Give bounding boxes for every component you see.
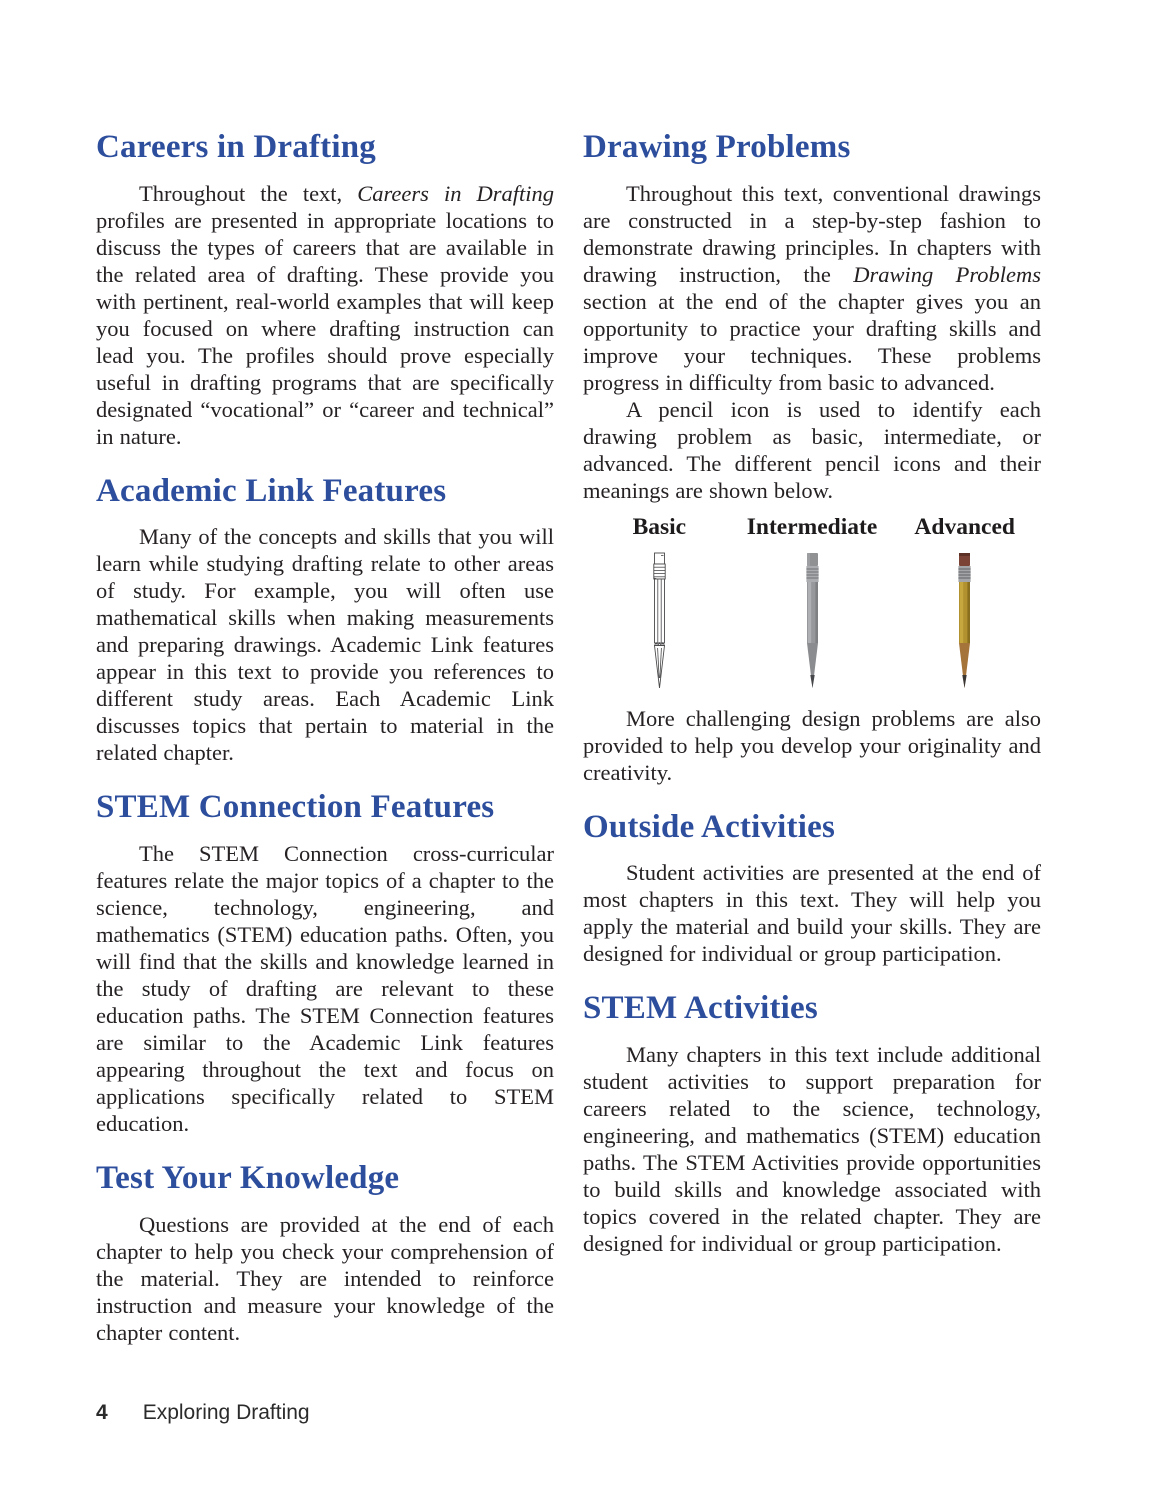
right-column xyxy=(583,130,1041,1257)
test-your-knowledge-paragraph: Questions are provided at the end of each chapter to help you check your comprehension of the material. They are intended to reinforce instruction and measure your knowledge of the chapter content. xyxy=(96,1211,554,1345)
pencil-level-label: Intermediate xyxy=(746,513,878,540)
drawing-problems-paragraph-2: A pencil icon is used to identify each drawing problem as basic, intermediate, or advanced. The different pencil icons and their meanings are shown below. xyxy=(583,396,1041,503)
section-heading-careers-in-drafting: Careers in Drafting xyxy=(96,129,376,165)
section-heading-stem-connection-features: STEM Connection Features xyxy=(96,789,495,826)
text-run: Throughout the text, xyxy=(139,180,358,206)
intermediate-pencil-icon xyxy=(802,551,823,691)
text-run: Throughout this text, conventional drawings are constructed in a step-by-step fashion to demonstrate drawing principles. In chapters with drawing instruction, the xyxy=(583,180,1041,287)
page-number: 4 xyxy=(96,1401,108,1424)
page-footer xyxy=(96,1401,310,1425)
pencil-level-basic xyxy=(583,514,736,691)
advanced-pencil-icon xyxy=(954,551,975,691)
pencil-level-label: Basic xyxy=(632,513,687,540)
left-column xyxy=(96,130,554,1346)
careers-paragraph xyxy=(96,180,554,450)
stem-connection-paragraph: The STEM Connection cross-curricular features relate the major topics of a chapter to the science, technology, engineering, and mathematics (STEM) education paths. Often, you will find that the skills and knowledge learned in the study of drafting are relevant to these education paths. The STEM Connection features are similar to the Academic Link features appearing throughout the text and focus on applications specifically related to STEM education. xyxy=(96,840,554,1136)
drawing-problems-paragraph-3: More challenging design problems are also provided to help you develop your originality and creativity. xyxy=(583,705,1041,785)
outside-activities-paragraph: Student activities are presented at the end of most chapters in this text. They will help you apply the material and build your skills. They are designed for individual or group participation. xyxy=(583,860,1041,967)
pencil-level-label: Advanced xyxy=(914,513,1015,540)
text-run: profiles are presented in appropriate locations to discuss the types of careers that are available in the related area of drafting. These provide you with pertinent, real-world examples that will keep you focused on where drafting instruction can lead you. The profiles should prove especially useful in drafting programs that are specifically designated “vocational” or “career and technical” in nature. xyxy=(96,207,554,449)
pencil-difficulty-legend xyxy=(583,514,1041,691)
section-heading-test-your-knowledge: Test Your Knowledge xyxy=(96,1159,400,1196)
section-heading-academic-link-features: Academic Link Features xyxy=(96,472,447,509)
italic-text-run: Careers in Drafting xyxy=(357,180,554,206)
stem-activities-paragraph: Many chapters in this text include additional student activities to support preparation for careers related to the science, technology, engineering, and mathematics (STEM) education paths. The STEM Activities provide opportunities to build skills and knowledge associated with topics covered in the related chapter. They are designed for individual or group participation. xyxy=(583,1041,1041,1256)
section-heading-stem-activities: STEM Activities xyxy=(583,990,818,1027)
italic-text-run: Drawing Problems xyxy=(853,261,1041,287)
section-heading-drawing-problems: Drawing Problems xyxy=(583,129,851,165)
pencil-level-intermediate xyxy=(736,514,889,691)
drawing-problems-paragraph-1 xyxy=(583,180,1041,396)
book-title: Exploring Drafting xyxy=(142,1401,310,1424)
section-heading-outside-activities: Outside Activities xyxy=(583,808,836,845)
pencil-level-advanced xyxy=(888,514,1041,691)
basic-pencil-icon xyxy=(649,551,670,691)
text-run: section at the end of the chapter gives you an opportunity to practice your drafting skills and improve your techniques. These problems progress in difficulty from basic to advanced. xyxy=(583,288,1041,395)
academic-link-paragraph: Many of the concepts and skills that you will learn while studying drafting relate to other areas of study. For example, you will often use mathematical skills when making measurements and preparing drawings. Academic Link features appear in this text to provide you references to different study areas. Each Academic Link discusses topics that pertain to material in the related chapter. xyxy=(96,524,554,766)
